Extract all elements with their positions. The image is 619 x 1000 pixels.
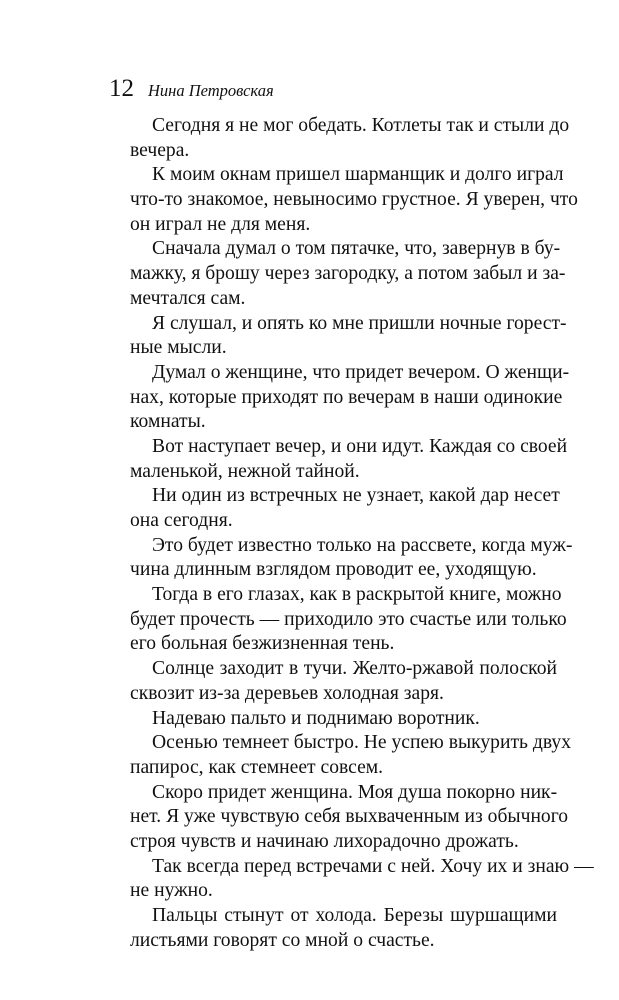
text-line: Думал о женщине, что придет вечером. О женщи- [152, 361, 570, 383]
text-line: Вот наступает вечер, и они идут. Каждая со своей [152, 435, 568, 457]
text-line: чина длинным взглядом проводит ее, уходящую. [130, 559, 537, 581]
text-line: не нужно. [130, 880, 213, 902]
text-line: К моим окнам пришел шарманщик и долго играл [152, 164, 564, 186]
paragraph [108, 731, 571, 780]
text-line: Ни один из встречных не узнает, какой дар несет [152, 485, 560, 507]
body-text [108, 114, 594, 953]
text-line: Сегодня я не мог обедать. Котлеты так и стыли до [152, 115, 570, 136]
paragraph [108, 657, 557, 706]
paragraph [108, 855, 594, 904]
paragraph [108, 534, 573, 583]
text-line: нет. Я уже чувствую себя выхваченным из обычного [130, 806, 569, 828]
text-line: строя чувств и начинаю лихорадочно дрожать. [130, 830, 519, 852]
paragraph [108, 163, 578, 237]
text-line: вечера. [130, 139, 190, 161]
text-line: мажку, я брошу через загородку, а потом забыл и за- [130, 263, 566, 285]
text-line: Скоро придет женщина. Моя душа покорно ник- [152, 781, 558, 803]
text-line: будет прочесть — приходило это счастье или только [130, 608, 567, 630]
text-line: его больная безжизненная тень. [130, 633, 395, 655]
text-line: маленькой, нежной тайной. [130, 460, 360, 482]
text-line: нах, которые приходят по вечерам в наши одинокие [130, 386, 563, 408]
text-line: Я слушал, и опять ко мне пришли ночные горест- [152, 312, 567, 334]
text-line: что-то знакомое, невыносимо грустное. Я уверен, что [130, 189, 578, 211]
paragraph [108, 361, 570, 435]
text-line: листьями говорят со мной о счастье. [130, 929, 435, 951]
text-line: Так всегда перед встречами с ней. Хочу их и знаю — [152, 855, 594, 877]
text-line: папирос, как стемнеет совсем. [130, 756, 384, 778]
page-header [109, 74, 549, 104]
text-line: Сначала думал о том пятачке, что, завернув в бу- [152, 238, 561, 260]
paragraph [108, 781, 569, 855]
paragraph [108, 583, 567, 657]
text-line: он играл не для меня. [130, 213, 311, 235]
text-line: Надеваю пальто и поднимаю воротник. [152, 707, 480, 729]
text-line: комнаты. [130, 411, 206, 433]
page-number: 12 [109, 75, 134, 102]
running-head: Нина Петровская [148, 81, 274, 100]
text-line: Пальцы стынут от холода. Березы шуршащими [152, 905, 557, 926]
text-line: мечтался сам. [130, 287, 246, 309]
text-line: Тогда в его глазах, как в раскрытой книге, можно [152, 584, 562, 606]
text-line: Солнце заходит в тучи. Желто-ржавой полоской [152, 658, 557, 680]
paragraph [108, 114, 570, 163]
text-line: она сегодня. [130, 510, 233, 531]
paragraph [108, 484, 560, 533]
paragraph [108, 707, 557, 732]
text-line: сквозит из-за деревьев холодная заря. [130, 682, 444, 704]
text-line: Осенью темнеет быстро. Не успею выкурить двух [152, 732, 571, 754]
paragraph [108, 312, 567, 361]
paragraph [108, 904, 557, 953]
text-line: Это будет известно только на рассвете, когда муж- [152, 534, 573, 556]
paragraph [108, 435, 568, 484]
text-line: ные мысли. [130, 337, 227, 359]
paragraph [108, 237, 566, 311]
